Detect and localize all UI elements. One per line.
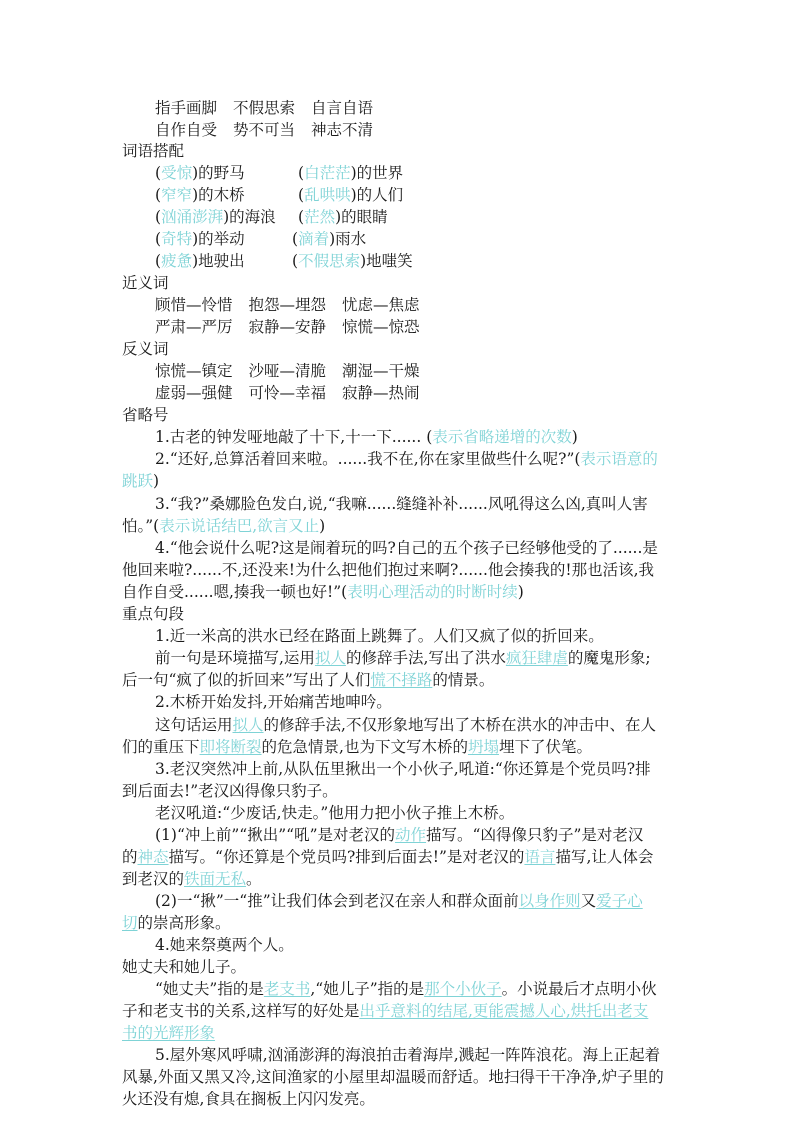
answer: 表示省略递增的次数 (432, 428, 572, 446)
collocation-row: (疲惫)地驶出 (155, 252, 245, 270)
collocation-row: (滴着)雨水 (292, 230, 367, 248)
answer: 疲惫 (161, 252, 193, 270)
answer: 汹涌澎湃 (161, 208, 224, 226)
answer: 爱子心 (596, 892, 643, 910)
answer: 受惊 (161, 164, 193, 182)
collocation-row: (乱哄哄)的人们 (298, 186, 404, 204)
sentence-3: 3.老汉突然冲上前,从队伍里揪出一个小伙子,吼道:“你还算是个党员吗?排 (155, 760, 651, 778)
idiom: 自言自语 (311, 99, 374, 117)
ellipsis-item-4-cont: 他回来啦?......不,还没来!为什么把他们抱过来啊?......他会揍我的!那也活该,我 (122, 561, 655, 579)
answer: 书的光辉形象 (122, 1024, 216, 1042)
antonym-row-1: 惊慌—镇定 沙哑—清脆 潮湿—干燥 (155, 362, 420, 380)
section-heading-synonyms: 近义词 (122, 274, 169, 292)
sentence-3-cont: 老汉吼道:“少废话,快走。”他用力把小伙子推上木桥。 (155, 804, 515, 822)
collocation-row: (受惊)的野马 (155, 164, 245, 182)
ellipsis-item-2-cont: 跳跃) (122, 472, 160, 490)
answer: 以身作则 (518, 892, 581, 910)
ellipsis-item-4: 4.“他会说什么呢?这是闹着玩的吗?自己的五个孩子已经够他受的了......是 (155, 539, 658, 557)
answer: 表示语意的 (580, 450, 658, 468)
sentence-3-analysis-1-cont: 到老汉的铁面无私。 (122, 870, 262, 888)
sentence-4-analysis: “她丈夫”指的是老支书,“她儿子”指的是那个小伙子。小说最后才点明小伙 (155, 980, 657, 998)
idiom: 神志不清 (311, 121, 374, 139)
answer: 表明心理活动的时断时续 (347, 583, 518, 601)
answer: 慌不择路 (370, 671, 433, 689)
answer: 拟人 (232, 716, 264, 734)
idiom: 自作自受 (155, 121, 218, 139)
idiom: 势不可当 (233, 121, 296, 139)
section-heading-antonyms: 反义词 (122, 340, 169, 358)
sentence-3-analysis-2-cont: 切的崇高形象。 (122, 914, 231, 932)
synonym-row-1: 顾惜—怜惜 抱怨—埋怨 忧虑—焦虑 (155, 296, 420, 314)
ellipsis-item-3: 3.“我?”桑娜脸色发白,说,“我嘛......缝缝补补......风吼得这么凶,真叫人害 (155, 495, 648, 513)
answer: 出乎意料的结尾,更能震撼人心,烘托出老支 (359, 1002, 649, 1020)
sentence-4-analysis-cont (122, 1023, 215, 1043)
answer: 拟人 (314, 649, 346, 667)
sentence-3-analysis-1-cont: 的神态描写。“你还算是个党员吗?排到后面去!”是对老汉的语言描写,让人体会 (122, 848, 654, 866)
ellipsis-item-1: 1.古老的钟发哑地敲了十下,十一下...... (表示省略递增的次数) (155, 428, 578, 446)
answer: 即将断裂 (199, 738, 262, 756)
answer: 跳跃 (122, 472, 154, 490)
answer: 窄窄 (161, 186, 193, 204)
sentence-4-analysis-cont: 子和老支书的关系,这样写的好处是出乎意料的结尾,更能震撼人心,烘托出老支 (122, 1002, 649, 1020)
ellipsis-item-3-cont: 怕。”(表示说话结巴,欲言又止) (122, 517, 326, 535)
collocation-row: (白茫茫)的世界 (298, 164, 404, 182)
answer: 表示说话结巴,欲言又止 (159, 517, 320, 535)
idiom: 指手画脚 (155, 99, 218, 117)
answer: 铁面无私 (184, 870, 247, 888)
sentence-5: 5.屋外寒风呼啸,汹涌澎湃的海浪拍击着海岸,溅起一阵阵浪花。海上正起着 (155, 1046, 661, 1064)
sentence-3-cont: 到后面去!”老汉凶得像只豹子。 (122, 782, 338, 800)
collocation-row: (汹涌澎湃)的海浪 (155, 208, 276, 226)
idiom: 不假思索 (233, 99, 296, 117)
answer: 疯狂肆虐 (505, 649, 568, 667)
answer: 那个小伙子 (424, 980, 502, 998)
answer: 茫然 (304, 208, 336, 226)
collocation-row: (窄窄)的木桥 (155, 186, 245, 204)
sentence-4: 4.她来祭奠两个人。 (155, 936, 294, 954)
antonym-row-2: 虚弱—强健 可怜—幸福 寂静—热闹 (155, 384, 420, 402)
sentence-2: 2.木桥开始发抖,开始痛苦地呻吟。 (155, 693, 392, 711)
idiom-row-1 (155, 98, 373, 118)
answer: 动作 (395, 826, 427, 844)
answer: 奇特 (161, 230, 193, 248)
sentence-2-analysis-cont: 们的重压下即将断裂的危急情景,也为下文写木桥的坍塌埋下了伏笔。 (122, 738, 592, 756)
answer: 白茫茫 (304, 164, 351, 182)
section-heading-collocation: 词语搭配 (122, 142, 185, 160)
sentence-5-cont: 火还没有熄,食具在搁板上闪闪发亮。 (122, 1090, 375, 1108)
sentence-4-cont: 她丈夫和她儿子。 (122, 958, 247, 976)
sentence-5-cont: 风暴,外面又黑又冷,这间渔家的小屋里却温暖而舒适。地扫得干干净净,炉子里的 (122, 1068, 664, 1086)
answer: 切 (122, 914, 138, 932)
sentence-1: 1.近一米高的洪水已经在路面上跳舞了。人们又疯了似的折回来。 (155, 627, 604, 645)
section-heading-ellipsis: 省略号 (122, 406, 169, 424)
sentence-2-analysis: 这句话运用拟人的修辞手法,不仅形象地写出了木桥在洪水的冲击中、在人 (155, 716, 656, 734)
synonym-row-2: 严肃—严厉 寂静—安静 惊慌—惊恐 (155, 318, 420, 336)
answer: 滴着 (298, 230, 330, 248)
collocation-row: (不假思索)地嗤笑 (292, 252, 413, 270)
answer: 神态 (137, 848, 169, 866)
sentence-3-analysis-2: (2)一“揪”一“推”让我们体会到老汉在亲人和群众面前以身作则又爱子心 (155, 892, 643, 910)
answer: 乱哄哄 (304, 186, 351, 204)
ellipsis-item-4-cont: 自作自受......嗯,揍我一顿也好!”(表明心理活动的时断时续) (122, 583, 524, 601)
answer: 语言 (524, 848, 556, 866)
sentence-1-analysis-cont: 后一句“疯了似的折回来”写出了人们慌不择路的情景。 (122, 671, 495, 689)
collocation-row: (奇特)的举动 (155, 230, 245, 248)
ellipsis-item-2: 2.“还好,总算活着回来啦。......我不在,你在家里做些什么呢?”(表示语意的 (155, 450, 658, 468)
sentence-3-analysis-1: (1)“冲上前”“揪出”“吼”是对老汉的动作描写。“凶得像只豹子”是对老汉 (155, 826, 644, 844)
answer: 老支书 (263, 980, 311, 998)
answer: 不假思索 (298, 252, 361, 270)
idiom-row-2 (155, 120, 373, 140)
collocation-row: (茫然)的眼睛 (298, 208, 388, 226)
answer: 坍塌 (467, 738, 499, 756)
sentence-1-analysis: 前一句是环境描写,运用拟人的修辞手法,写出了洪水疯狂肆虐的魔鬼形象; (155, 649, 651, 667)
section-heading-sentences: 重点句段 (122, 605, 185, 623)
